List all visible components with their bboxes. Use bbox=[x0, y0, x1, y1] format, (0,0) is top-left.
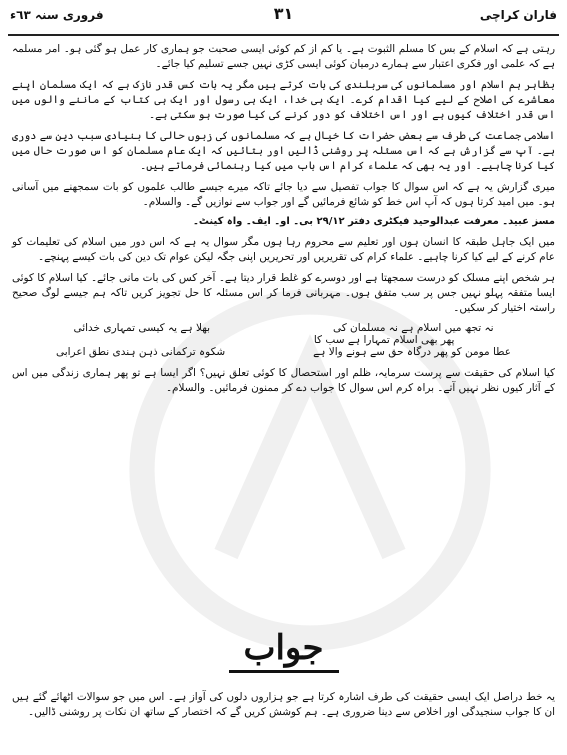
letter-paragraph: بظاہر ہم اسلام اور مسلمانوں کی سربلندی کی بات کرتے ہیں مگر یہ بات کس قدر نازک ہے کہ ایک مسلمان اپنے معاشرے کی اصلاح کے لیے کیا اقدام کرے۔ ایک ہی خدا، ایک ہی رسول اور ایک ہی کتاب کے ماننے والوں میں اس قدر اختلاف کیوں ہے اور اس اختلاف کو دور کرنے کی کیا صورت ہو سکتی ہے۔ bbox=[12, 79, 555, 121]
reply-paragraph: یہ خط دراصل ایک ایسی حقیقت کی طرف اشارہ کرتا ہے جو ہزاروں دلوں کی آواز ہے۔ اس میں جو سوالات اٹھائے گئے ہیں ان کا جواب سنجیدگی اور اخلاص سے دینا ضروری ہے۔ ہم کوشش کریں گے کہ اختصار کے ساتھ ان نکات پر روشنی ڈالیں۔ bbox=[12, 691, 555, 718]
reply-title-underline bbox=[229, 670, 339, 673]
header-rule bbox=[8, 34, 559, 36]
poetry-hemistich: بھلا ہے یہ کیسی تمہاری خدائی bbox=[73, 322, 211, 334]
poetry-line bbox=[12, 334, 555, 346]
header-date: فروری سنہ ٦٣ء bbox=[10, 8, 104, 22]
poetry-hemistich: نہ تجھ میں اسلام ہے نہ مسلمان کی bbox=[332, 322, 494, 334]
second-letter-paragraph: ہر شخص اپنے مسلک کو درست سمجھتا ہے اور دوسرے کو غلط قرار دیتا ہے۔ آخر کس کی بات مانی جائے۔ کیا اسلام کا کوئی ایسا متفقہ پہلو نہیں جس پر سب متفق ہوں۔ مہربانی فرما کر اس مسئلہ کا حل تجویز کریں تاکہ ہم جیسے لوگ صحیح راستہ اختیار کر سکیں۔ bbox=[12, 272, 555, 314]
letter-signature: مسز عبید۔ معرفت عبدالوحید فیکٹری دفتر ۲۹/۱۲ بی۔ او۔ ایف۔ واہ کینٹ۔ bbox=[192, 216, 555, 227]
reply-title: جواب bbox=[243, 628, 324, 668]
letter-paragraph: میری گزارش یہ ہے کہ اس سوال کا جواب تفصیل سے دیا جائے تاکہ میرے جیسے طالب علموں کو بات سمجھنے میں آسانی ہو۔ میں امید کرتا ہوں کہ آپ اس خط کو شائع فرمائیں گے اور جواب سے نوازیں گے۔ والسلام۔ bbox=[12, 181, 555, 208]
poetry-hemistich: عطا مومن کو پھر درگاہ حق سے ہونے والا ہے bbox=[313, 346, 512, 358]
poetry-line bbox=[12, 346, 555, 358]
page-header bbox=[0, 0, 567, 44]
publication-title: فاران کراچی bbox=[479, 8, 557, 22]
reply-body bbox=[12, 690, 555, 720]
closing-paragraph: کیا اسلام کی حقیقت سے پرست سرمایہ، ظلم اور استحصال کا کوئی تعلق نہیں؟ اگر ایسا ہے تو پھر ہماری زندگی میں اس کے آثار کیوں نظر نہیں آتے۔ براہ کرم اس سوال کا جواب دے کر ممنون فرمائیں۔ والسلام۔ bbox=[12, 367, 555, 394]
poetry-hemistich: شکوہ ترکمانی ذہن ہندی نطق اعرابی bbox=[55, 346, 226, 358]
second-letter-paragraph: میں ایک جاہل طبقہ کا انسان ہوں اور تعلیم سے محروم رہا ہوں مگر سوال یہ ہے کہ اس دور میں اسلام کی تعلیمات کو عام کرنے کے لیے کیا کرنا چاہیے۔ علماء کرام کی تقریریں اور تحریریں اپنی جگہ لیکن عوام تک دین کی بات کیسے پہنچے۔ bbox=[12, 236, 555, 263]
poetry-block bbox=[12, 322, 555, 358]
letter-paragraph: رہتی ہے کہ اسلام کے بس کا مسلم الثبوت ہے۔ یا کم از کم کوئی ایسی صحبت جو ہماری کار عمل ہو گئی ہو۔ امر مسلمہ ہے کہ علمی اور فکری اعتبار سے ہمارے درمیان کوئی ایسی کڑی نہیں جسے تسلیم کیا جائے۔ bbox=[12, 43, 555, 70]
letter-paragraph: اسلامی جماعت کی طرف سے بعض حضرات کا خیال ہے کہ مسلمانوں کی زبوں حالی کا بنیادی سبب دین سے دوری ہے۔ آپ سے گزارش ہے کہ اس مسئلہ پر روشنی ڈالیں اور بتائیں کہ ایک عام مسلمان کو اس صورت حال میں کیا کرنا چاہیے۔ اور یہ بھی کہ علماء کرام اس باب میں کیا رہنمائی فرماتے ہیں۔ bbox=[12, 130, 555, 172]
poetry-hemistich: پھر بھی اسلام تمہارا ہے سب کا bbox=[313, 334, 455, 346]
letter-body bbox=[12, 42, 555, 402]
page-number: ۳۱ bbox=[273, 4, 294, 23]
reply-heading bbox=[0, 628, 567, 673]
poetry-line bbox=[12, 322, 555, 334]
